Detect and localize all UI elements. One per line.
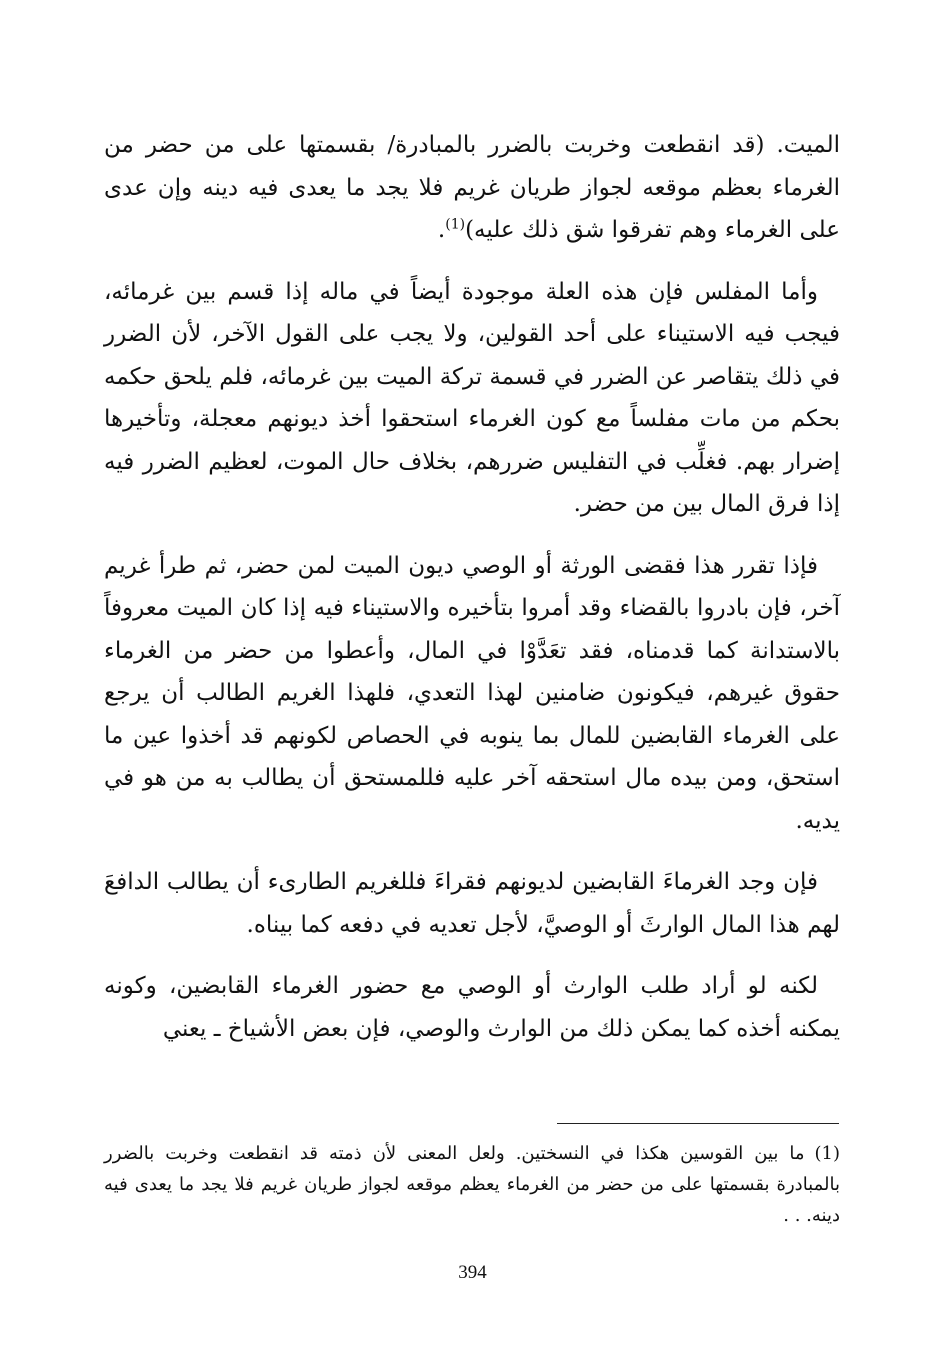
footnote bbox=[104, 1138, 840, 1231]
footnote-divider bbox=[557, 1123, 839, 1124]
footnote-number: (1) bbox=[814, 1143, 840, 1164]
paragraph-1-text: الميت. (قد انقطعت وخربت بالضرر بالمبادرة/ بقسمتها على من حضر من الغرماء بعظم موقعه لجواز طريان غريم فلا يجد ما يعدى فيه دينه وإن عدى على الغرماء وهم تفرقوا شق ذلك عليه) bbox=[104, 132, 840, 243]
paragraph-1-end: . bbox=[437, 217, 446, 243]
paragraph-1 bbox=[104, 124, 840, 252]
paragraph-5: لكنه لو أراد طلب الوارث أو الوصي مع حضور الغرماء القابضين، وكونه يمكنه أخذه كما يمكن ذلك من الوارث والوصي، فإن بعض الأشياخ ـ يعني bbox=[104, 973, 840, 1042]
page-number: 394 bbox=[458, 1262, 487, 1283]
footnote-text: ما بين القوسين هكذا في النسختين. ولعل المعنى لأن ذمته قد انقطعت وخربت بالضرر بالمبادرة بقسمتها على من حضر من الغرماء يعظم موقعه لجواز طريان غريم فلا يجد ما يعدى فيه دينه. . . bbox=[104, 1143, 840, 1226]
paragraph-4: فإن وجد الغرماءَ القابضين لديونهم فقراءَ فللغريم الطارىء أن يطالب الدافعَ لهم هذا المال الوارثَ أو الوصيَّ، لأجل تعديه في دفعه كما بيناه. bbox=[104, 869, 840, 938]
main-text bbox=[104, 124, 840, 1050]
paragraph-3: فإذا تقرر هذا فقضى الورثة أو الوصي ديون الميت لمن حضر، ثم طرأ غريم آخر، فإن بادروا بالقضاء وقد أمروا بتأخيره والاستيناء فيه إذا كان الميت معروفاً بالاستدانة كما قدمناه، فقد تعَدَّوْا في المال، وأعطوا من حضر من الغرماء حقوق غيرهم، فيكونون ضامنين لهذا التعدي، فلهذا الغريم الطالب أن يرجع على الغرماء القابضين للمال بما ينوبه في الحصاص لكونهم قد أخذوا عين ما استحق، ومن بيده مال استحقه آخر عليه فللمستحق أن يطالب به من هو في يديه. bbox=[104, 552, 840, 834]
footnote-reference: (1) bbox=[445, 216, 466, 233]
paragraph-2: وأما المفلس فإن هذه العلة موجودة أيضاً في ماله إذا قسم بين غرمائه، فيجب فيه الاستيناء على أحد القولين، ولا يجب على القول الآخر، لأن الضرر في ذلك يتقاصر عن الضرر في قسمة تركة الميت بين غرمائه، فلم يلحق حكمه بحكم من مات مفلساً مع كون الغرماء استحقوا أخذ ديونهم معجلة، وتأخيرها إضرار بهم. فغلِّب في التفليس ضررهم، بخلاف حال الموت، لعظيم الضرر فيه إذا فرق المال بين من حضر. bbox=[104, 278, 840, 517]
